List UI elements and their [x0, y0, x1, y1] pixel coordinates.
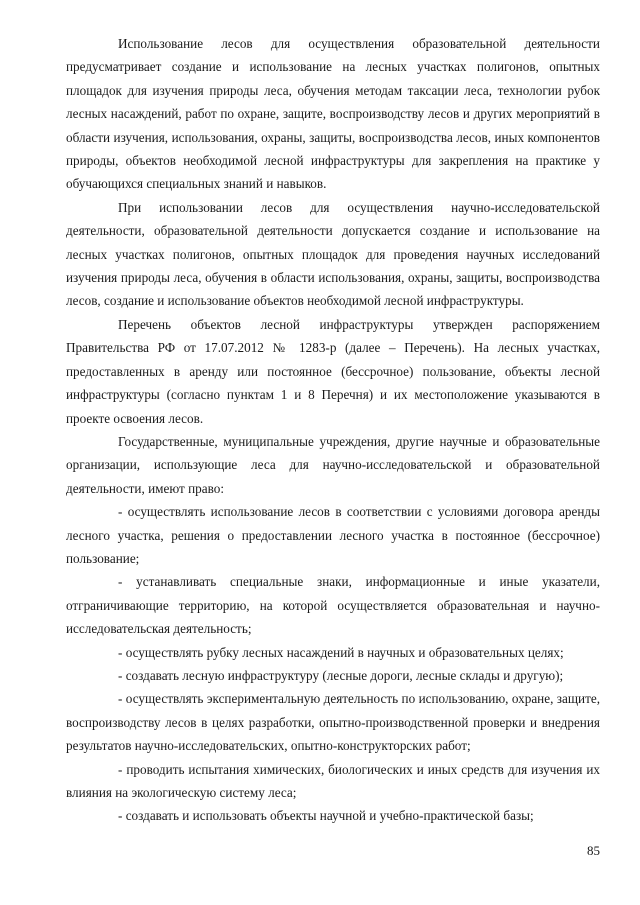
list-item-testing: - проводить испытания химических, биологических и иных средств для изучения их влияния на экологическую систему леса; [66, 761, 600, 800]
list-item-signs: - устанавливать специальные знаки, информационные и иные указатели, отграничивающие территорию, на которой осуществляется образовательная и научно-исследовательская деятельность; [66, 574, 600, 637]
list-item-logging: - осуществлять рубку лесных насаждений в научных и образовательных целях; [118, 644, 564, 660]
paragraph-educational-use: Использование лесов для осуществления образовательной деятельности предусматривает создание и использование на лесных участках полигонов, опытных площадок для изучения природы леса, обучения методам таксации леса, технологии рубок лесных насаждений, работ по охране, защите, воспроизводству лесов и других мероприятий в области изучения, использования, охраны, защиты, воспроизводства лесов, иных компонентов природы, объектов необходимой лесной инфраструктуры для закрепления на практике у обучающихся специальных знаний и навыков. [66, 36, 600, 192]
paragraph-infrastructure-list: Перечень объектов лесной инфраструктуры утвержден распоряжением Правительства РФ от 17.07.2012 № 1283-р (далее – Перечень). На лесных участках, предоставленных в аренду или постоянное (бессрочное) пользование, объекты лесной инфраструктуры (согласно пунктам 1 и 8 Перечня) и их местоположение указываются в проекте освоения лесов. [66, 316, 600, 426]
list-item-experimental: - осуществлять экспериментальную деятельность по использованию, охране, защите, воспроизводству лесов в целях разработки, опытно-производственной проверки и внедрения результатов научно-исследовательских, опытно-конструкторских работ; [66, 691, 600, 754]
list-item-facilities: - создавать и использовать объекты научной и учебно-практической базы; [118, 808, 534, 824]
page-number: 85 [587, 843, 600, 858]
paragraph-research-use: При использовании лесов для осуществления научно-исследовательской деятельности, образовательной деятельности допускается создание и использование на лесных участках полигонов, опытных площадок для проведения научных исследований изучения природы леса, обучения в области использования, охраны, защиты, воспроизводства лесов, создание и использование объектов необходимой лесной инфраструктуры. [66, 199, 600, 309]
document-body [66, 32, 600, 828]
paragraph-organizations-rights: Государственные, муниципальные учреждения, другие научные и образовательные организации, использующие леса для научно-исследовательской и образовательной деятельности, имеют право: [66, 433, 600, 496]
list-item-forest-use: - осуществлять использование лесов в соответствии с условиями договора аренды лесного участка, решения о предоставлении лесного участка в постоянное (бессрочное) пользование; [66, 504, 600, 566]
list-item-infrastructure: - создавать лесную инфраструктуру (лесные дороги, лесные склады и другую); [118, 667, 564, 683]
